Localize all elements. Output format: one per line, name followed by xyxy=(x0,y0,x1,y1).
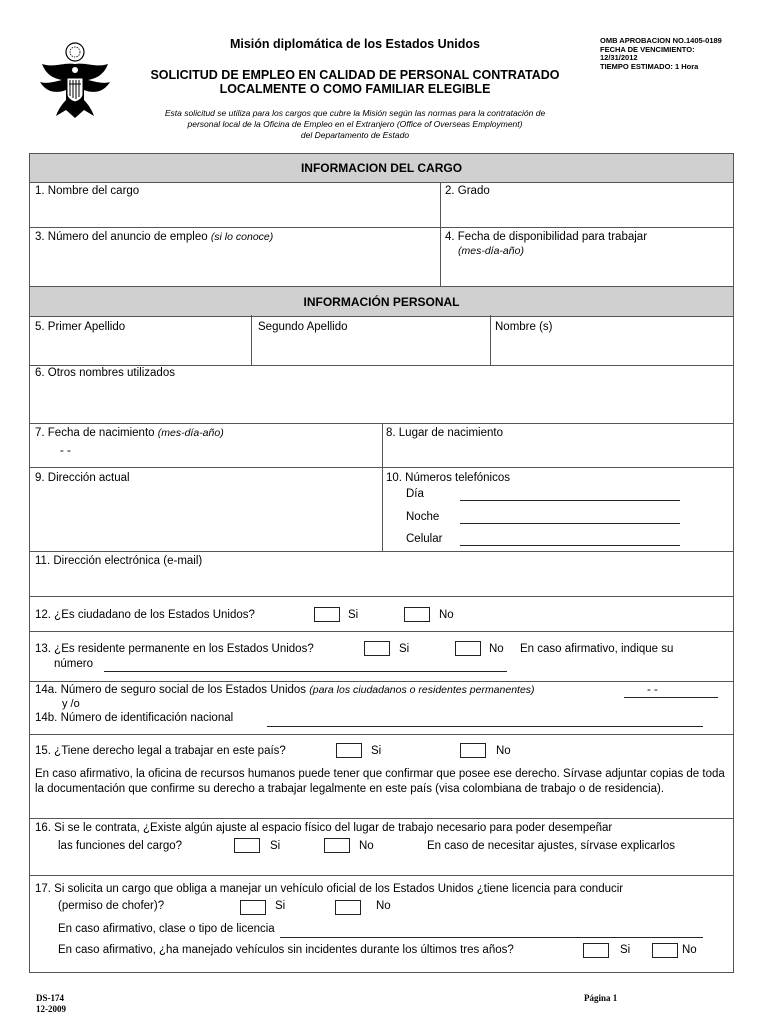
field-first-surname[interactable]: 5. Primer Apellido xyxy=(35,321,126,333)
q14a-ssn-line[interactable] xyxy=(624,697,718,698)
field-phone-numbers: 10. Números telefónicos xyxy=(386,472,511,484)
q17b-no-checkbox[interactable] xyxy=(652,943,678,958)
q13-yes-label: Si xyxy=(399,643,410,655)
q17-license-line[interactable] xyxy=(280,937,703,938)
q16-label: 16. Si se le contrata, ¿Existe algún ajuste al espacio físico del lugar de trabajo necesario para poder desempeñar xyxy=(35,822,613,834)
form-title-line1: SOLICITUD DE EMPLEO EN CALIDAD DE PERSONAL CONTRATADO xyxy=(150,68,560,82)
field-current-address[interactable]: 9. Dirección actual xyxy=(35,472,130,484)
q14-andor: y /o xyxy=(62,698,80,710)
form-description: Esta solicitud se utiliza para los cargos que cubre la Misión según las normas para la contratación de personal local de la Oficina de Empleo en el Extranjero (Office of Overseas Employment) del Departamento de Estado xyxy=(164,108,546,140)
field-vacancy-number[interactable]: 3. Número del anuncio de empleo (si lo conoce) xyxy=(35,231,274,243)
q16-extra: En caso de necesitar ajustes, sírvase explicarlos xyxy=(427,840,676,852)
q13-no-checkbox[interactable] xyxy=(455,641,481,656)
phone-night-label: Noche xyxy=(406,511,440,523)
q14b-label: 14b. Número de identificación nacional xyxy=(35,712,234,724)
q14b-id-line[interactable] xyxy=(267,726,703,727)
q15-no-label: No xyxy=(496,745,511,757)
phone-night-line[interactable] xyxy=(460,523,680,524)
q16-yes-checkbox[interactable] xyxy=(234,838,260,853)
q17-label: 17. Si solicita un cargo que obliga a manejar un vehículo oficial de los Estados Unidos ¿tiene licencia para conducir xyxy=(35,883,624,895)
q17b-yes-label: Si xyxy=(620,944,631,956)
q15-no-checkbox[interactable] xyxy=(460,743,486,758)
q15-paragraph: En caso afirmativo, la oficina de recursos humanos puede tener que confirmar que posee ese derecho. Sírvase adjuntar copias de toda la documentación que confirme su derecho a trabajar legalmente en este país (visa colombiana de trabajo o de residencia). xyxy=(35,768,725,795)
q17-no-label: No xyxy=(376,900,391,912)
form-id-footer: DS-174 12-2009 xyxy=(36,993,66,1014)
q17-license-label: En caso afirmativo, clase o tipo de licencia xyxy=(58,923,275,935)
q12-no-checkbox[interactable] xyxy=(404,607,430,622)
q13-extra: En caso afirmativo, indique su xyxy=(520,643,674,655)
phone-day-label: Día xyxy=(406,488,424,500)
section-header-cargo: INFORMACION DEL CARGO xyxy=(30,154,733,183)
field-job-title[interactable]: 1. Nombre del cargo xyxy=(35,185,140,197)
phone-mobile-line[interactable] xyxy=(460,545,680,546)
q13-yes-checkbox[interactable] xyxy=(364,641,390,656)
birth-date-dashes: - - xyxy=(60,445,71,457)
application-form xyxy=(29,153,734,973)
q17-no-checkbox[interactable] xyxy=(335,900,361,915)
q12-yes-label: Si xyxy=(348,609,359,621)
q15-label: 15. ¿Tiene derecho legal a trabajar en este país? xyxy=(35,745,286,757)
field-birth-place[interactable]: 8. Lugar de nacimiento xyxy=(386,427,503,439)
q13-number-line[interactable] xyxy=(104,671,507,672)
q16-yes-label: Si xyxy=(270,840,281,852)
omb-info: OMB APROBACION NO.1405-0189 FECHA DE VENCIMIENTO: 12/31/2012 TIEMPO ESTIMADO: 1 Hora xyxy=(600,36,722,71)
q17b-yes-checkbox[interactable] xyxy=(583,943,609,958)
q17-label-line2: (permiso de chofer)? xyxy=(58,900,165,912)
phone-day-line[interactable] xyxy=(460,500,680,501)
phone-mobile-label: Celular xyxy=(406,533,443,545)
q16-label-line2: las funciones del cargo? xyxy=(58,840,183,852)
q15-yes-checkbox[interactable] xyxy=(336,743,362,758)
section-header-personal: INFORMACIÓN PERSONAL xyxy=(30,286,733,317)
q13-label: 13. ¿Es residente permanente en los Estados Unidos? xyxy=(35,643,314,655)
q17-yes-label: Si xyxy=(275,900,286,912)
q17b-no-label: No xyxy=(682,944,697,956)
q14a-label: 14a. Número de seguro social de los Estados Unidos (para los ciudadanos o residentes permanentes) xyxy=(35,684,535,696)
field-birth-date[interactable]: 7. Fecha de nacimiento (mes-día-año) xyxy=(35,427,224,439)
q13-no-label: No xyxy=(489,643,504,655)
field-grade[interactable]: 2. Grado xyxy=(445,185,490,197)
q16-no-label: No xyxy=(359,840,374,852)
q13-number-label: número xyxy=(54,658,93,670)
field-second-surname[interactable]: Segundo Apellido xyxy=(258,321,348,333)
q17-incidents-label: En caso afirmativo, ¿ha manejado vehículos sin incidentes durante los últimos tres años? xyxy=(58,944,514,956)
mission-title: Misión diplomática de los Estados Unidos xyxy=(229,37,481,51)
q17-yes-checkbox[interactable] xyxy=(240,900,266,915)
us-great-seal-emblem xyxy=(36,40,114,120)
field-availability-date-note: (mes-día-año) xyxy=(458,245,524,257)
q12-no-label: No xyxy=(439,609,454,621)
field-other-names[interactable]: 6. Otros nombres utilizados xyxy=(35,367,175,379)
form-title-line2: LOCALMENTE O COMO FAMILIAR ELEGIBLE xyxy=(219,82,491,96)
q15-yes-label: Si xyxy=(371,745,382,757)
q12-label: 12. ¿Es ciudadano de los Estados Unidos? xyxy=(35,609,255,621)
field-given-names[interactable]: Nombre (s) xyxy=(495,321,553,333)
q12-yes-checkbox[interactable] xyxy=(314,607,340,622)
field-availability-date[interactable]: 4. Fecha de disponibilidad para trabajar xyxy=(445,231,648,243)
page-number: Página 1 xyxy=(584,993,618,1003)
q14a-dashes: - - xyxy=(647,684,658,696)
field-email[interactable]: 11. Dirección electrónica (e-mail) xyxy=(35,555,203,567)
q16-no-checkbox[interactable] xyxy=(324,838,350,853)
